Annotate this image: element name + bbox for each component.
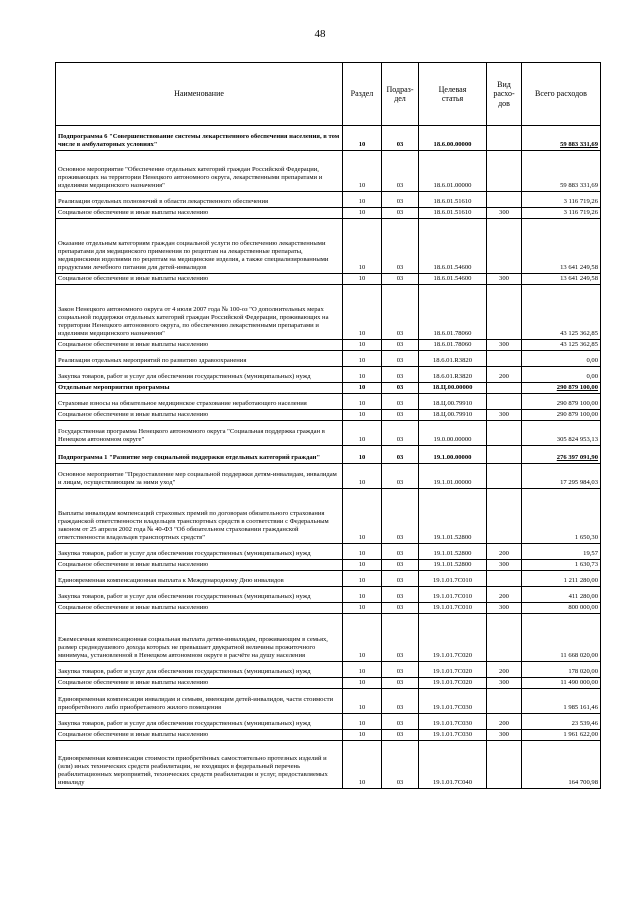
row-name-cell: Социальное обеспечение и иные выплаты населению — [56, 340, 343, 351]
row-subsection-cell: 03 — [382, 544, 419, 560]
table-row — [56, 741, 601, 789]
row-subsection-cell: 03 — [382, 126, 419, 151]
row-subsection-cell: 03 — [382, 351, 419, 367]
row-target-article-cell: 19.1.01.7С010 — [419, 603, 487, 614]
row-expense-type-cell — [487, 446, 522, 464]
row-target-article-cell: 18.6.01.78060 — [419, 285, 487, 340]
table-row — [56, 446, 601, 464]
row-section-cell: 10 — [343, 151, 382, 192]
row-name-cell: Ежемесячная компенсационная социальная выплата детям-инвалидам, проживающим в семьях, размер среднедушевого дохода которых не превышает двукратной величины прожиточного минимума, установленной в Ненецком автономном округе в расчёте на душу населения — [56, 614, 343, 662]
row-expense-type-cell: 200 — [487, 714, 522, 730]
row-name-cell: Закупка товаров, работ и услуг для обеспечения государственных (муниципальных) нужд — [56, 662, 343, 678]
row-amount-cell: 19,57 — [522, 544, 601, 560]
row-amount-cell: 11 490 000,00 — [522, 678, 601, 689]
row-expense-type-cell: 300 — [487, 730, 522, 741]
table-row — [56, 285, 601, 340]
row-subsection-cell: 03 — [382, 689, 419, 714]
table-row — [56, 678, 601, 689]
row-amount-cell: 1 211 280,00 — [522, 571, 601, 587]
row-expense-type-cell — [487, 614, 522, 662]
row-name-cell: Социальное обеспечение и иные выплаты населению — [56, 410, 343, 421]
header-name: Наименование — [56, 63, 343, 126]
row-expense-type-cell — [487, 689, 522, 714]
row-section-cell: 10 — [343, 741, 382, 789]
row-expense-type-cell: 200 — [487, 367, 522, 383]
row-expense-type-cell — [487, 285, 522, 340]
row-target-article-cell: 18.6.01.00000 — [419, 151, 487, 192]
header-expense-type: Вид расхо- дов — [487, 63, 522, 126]
row-section-cell: 10 — [343, 714, 382, 730]
row-expense-type-cell — [487, 126, 522, 151]
row-section-cell: 10 — [343, 340, 382, 351]
row-name-cell: Отдельные мероприятия программы — [56, 383, 343, 394]
row-section-cell: 10 — [343, 678, 382, 689]
row-subsection-cell: 03 — [382, 367, 419, 383]
row-subsection-cell: 03 — [382, 730, 419, 741]
table-row — [56, 421, 601, 446]
row-subsection-cell: 03 — [382, 285, 419, 340]
row-amount-cell: 164 700,98 — [522, 741, 601, 789]
row-subsection-cell: 03 — [382, 714, 419, 730]
row-expense-type-cell: 200 — [487, 662, 522, 678]
row-amount-cell: 411 280,00 — [522, 587, 601, 603]
row-section-cell: 10 — [343, 560, 382, 571]
row-name-cell: Социальное обеспечение и иные выплаты населению — [56, 678, 343, 689]
row-expense-type-cell — [487, 571, 522, 587]
header-target-article: Целевая статья — [419, 63, 487, 126]
row-subsection-cell: 03 — [382, 151, 419, 192]
table-row — [56, 587, 601, 603]
row-section-cell: 10 — [343, 367, 382, 383]
row-amount-cell: 17 295 984,03 — [522, 464, 601, 489]
row-target-article-cell: 18.6.01.78060 — [419, 340, 487, 351]
table-row — [56, 689, 601, 714]
row-target-article-cell: 18.6.01.51610 — [419, 192, 487, 208]
row-name-cell: Реализация отдельных мероприятий по развитию здравоохранения — [56, 351, 343, 367]
row-section-cell: 10 — [343, 208, 382, 219]
row-name-cell: Подпрограмма 1 "Развитие мер социальной поддержки отдельных категорий граждан" — [56, 446, 343, 464]
row-subsection-cell: 03 — [382, 603, 419, 614]
row-target-article-cell: 18.Ц.00.79910 — [419, 394, 487, 410]
table-row — [56, 208, 601, 219]
row-subsection-cell: 03 — [382, 274, 419, 285]
row-name-cell: Социальное обеспечение и иные выплаты населению — [56, 274, 343, 285]
row-amount-cell: 3 116 719,26 — [522, 208, 601, 219]
row-target-article-cell: 19.1.01.7С010 — [419, 571, 487, 587]
row-expense-type-cell — [487, 489, 522, 544]
row-name-cell: Выплаты инвалидам компенсаций страховых премий по договорам обязательного страхования гражданской ответственности владельцев транспортных средств в соответствии с Федеральным законом от 25 апреля 2002 года № 40-ФЗ "Об обязательном страховании гражданской ответственности владельцев транспортных средств" — [56, 489, 343, 544]
row-name-cell: Подпрограмма 6 "Совершенствование системы лекарственного обеспечения населения, в том числе в амбулаторных условиях" — [56, 126, 343, 151]
row-subsection-cell: 03 — [382, 560, 419, 571]
row-amount-cell: 1 961 622,00 — [522, 730, 601, 741]
row-section-cell: 10 — [343, 421, 382, 446]
row-amount-cell: 0,00 — [522, 367, 601, 383]
table-row — [56, 489, 601, 544]
row-target-article-cell: 18.Ц.00.79910 — [419, 410, 487, 421]
row-target-article-cell: 18.6.00.00000 — [419, 126, 487, 151]
row-section-cell: 10 — [343, 603, 382, 614]
row-section-cell: 10 — [343, 126, 382, 151]
row-subsection-cell: 03 — [382, 219, 419, 274]
row-section-cell: 10 — [343, 730, 382, 741]
row-section-cell: 10 — [343, 587, 382, 603]
table-row — [56, 340, 601, 351]
page-number: 48 — [314, 28, 326, 40]
row-name-cell: Основное мероприятие "Предоставление мер социальной поддержки детям-инвалидам, инвалидам и лицам, осуществляющим за ними уход" — [56, 464, 343, 489]
row-expense-type-cell: 300 — [487, 603, 522, 614]
row-name-cell: Оказание отдельным категориям граждан социальной услуги по обеспечению лекарственными препаратами для медицинского применения по рецептам на лекарственные препараты, медицинскими изделиями по рецептам на медицинские изделия, а также специализированными продуктами лечебного питания для детей-инвалидов — [56, 219, 343, 274]
row-target-article-cell: 18.Ц.00.00000 — [419, 383, 487, 394]
row-subsection-cell: 03 — [382, 421, 419, 446]
row-amount-cell: 11 668 020,00 — [522, 614, 601, 662]
row-target-article-cell: 19.1.01.7С020 — [419, 678, 487, 689]
row-amount-cell: 800 000,00 — [522, 603, 601, 614]
row-target-article-cell: 18.6.01.54600 — [419, 274, 487, 285]
table-row — [56, 730, 601, 741]
row-expense-type-cell: 300 — [487, 208, 522, 219]
row-expense-type-cell — [487, 219, 522, 274]
row-section-cell: 10 — [343, 689, 382, 714]
row-amount-cell: 23 539,46 — [522, 714, 601, 730]
row-section-cell: 10 — [343, 662, 382, 678]
table-body — [56, 126, 601, 789]
table-row — [56, 603, 601, 614]
row-target-article-cell: 19.0.00.00000 — [419, 421, 487, 446]
row-section-cell: 10 — [343, 571, 382, 587]
row-expense-type-cell: 200 — [487, 587, 522, 603]
row-subsection-cell: 03 — [382, 192, 419, 208]
table-row — [56, 151, 601, 192]
row-name-cell: Единовременная компенсация стоимости приобретённых самостоятельно протезных изделий и (или) иных технических средств реабилитации, не входящих в федеральный перечень реабилитационных мероприятий, технических средств реабилитации и услуг, предоставляемых инвалиду — [56, 741, 343, 789]
row-section-cell: 10 — [343, 394, 382, 410]
row-target-article-cell: 19.1.01.00000 — [419, 464, 487, 489]
row-section-cell: 10 — [343, 274, 382, 285]
row-name-cell: Закупка товаров, работ и услуг для обеспечения государственных (муниципальных) нужд — [56, 367, 343, 383]
row-subsection-cell: 03 — [382, 446, 419, 464]
row-target-article-cell: 19.1.01.7С010 — [419, 587, 487, 603]
table-row — [56, 464, 601, 489]
row-expense-type-cell: 200 — [487, 544, 522, 560]
table-row — [56, 383, 601, 394]
row-subsection-cell: 03 — [382, 662, 419, 678]
row-amount-cell: 1 630,73 — [522, 560, 601, 571]
row-name-cell: Социальное обеспечение и иные выплаты населению — [56, 208, 343, 219]
row-name-cell: Закупка товаров, работ и услуг для обеспечения государственных (муниципальных) нужд — [56, 544, 343, 560]
row-amount-cell: 59 883 331,69 — [522, 151, 601, 192]
row-target-article-cell: 19.1.01.52800 — [419, 489, 487, 544]
row-target-article-cell: 18.6.01.R3820 — [419, 367, 487, 383]
row-section-cell: 10 — [343, 410, 382, 421]
row-name-cell: Единовременная компенсационная выплата к Международному Дню инвалидов — [56, 571, 343, 587]
header-total-expenses: Всего расходов — [522, 63, 601, 126]
row-name-cell: Государственная программа Ненецкого автономного округа "Социальная поддержка граждан в Ненецком автономном округе" — [56, 421, 343, 446]
row-section-cell: 10 — [343, 285, 382, 340]
table-row — [56, 614, 601, 662]
row-expense-type-cell — [487, 394, 522, 410]
row-target-article-cell: 19.1.01.7С020 — [419, 662, 487, 678]
row-expense-type-cell: 300 — [487, 678, 522, 689]
table-row — [56, 192, 601, 208]
row-amount-cell: 276 397 091,90 — [522, 446, 601, 464]
row-amount-cell: 1 650,30 — [522, 489, 601, 544]
row-expense-type-cell — [487, 421, 522, 446]
row-amount-cell: 43 125 362,85 — [522, 285, 601, 340]
table-row — [56, 351, 601, 367]
row-subsection-cell: 03 — [382, 464, 419, 489]
row-name-cell: Социальное обеспечение и иные выплаты населению — [56, 603, 343, 614]
row-expense-type-cell: 300 — [487, 274, 522, 285]
row-section-cell: 10 — [343, 383, 382, 394]
row-subsection-cell: 03 — [382, 208, 419, 219]
table-row — [56, 571, 601, 587]
table-row — [56, 410, 601, 421]
table-row — [56, 662, 601, 678]
row-subsection-cell: 03 — [382, 340, 419, 351]
table-row — [56, 714, 601, 730]
row-section-cell: 10 — [343, 464, 382, 489]
row-target-article-cell: 19.1.01.7С040 — [419, 741, 487, 789]
row-target-article-cell: 19.1.01.7С020 — [419, 614, 487, 662]
row-subsection-cell: 03 — [382, 410, 419, 421]
table-row — [56, 544, 601, 560]
row-target-article-cell: 19.1.01.7С030 — [419, 689, 487, 714]
row-amount-cell: 290 879 100,00 — [522, 410, 601, 421]
header-section: Раздел — [343, 63, 382, 126]
row-subsection-cell: 03 — [382, 394, 419, 410]
row-amount-cell: 305 824 953,13 — [522, 421, 601, 446]
row-amount-cell: 178 020,00 — [522, 662, 601, 678]
row-name-cell: Социальное обеспечение и иные выплаты населению — [56, 730, 343, 741]
row-target-article-cell: 18.6.01.R3820 — [419, 351, 487, 367]
table-row — [56, 126, 601, 151]
row-name-cell: Закупка товаров, работ и услуг для обеспечения государственных (муниципальных) нужд — [56, 714, 343, 730]
row-subsection-cell: 03 — [382, 571, 419, 587]
table-row — [56, 560, 601, 571]
row-section-cell: 10 — [343, 219, 382, 274]
row-amount-cell: 290 879 100,00 — [522, 394, 601, 410]
row-section-cell: 10 — [343, 544, 382, 560]
row-target-article-cell: 19.1.01.7С030 — [419, 730, 487, 741]
row-amount-cell: 59 883 331,69 — [522, 126, 601, 151]
row-section-cell: 10 — [343, 192, 382, 208]
table-row — [56, 367, 601, 383]
row-subsection-cell: 03 — [382, 383, 419, 394]
row-section-cell: 10 — [343, 351, 382, 367]
table-row — [56, 219, 601, 274]
row-name-cell: Закупка товаров, работ и услуг для обеспечения государственных (муниципальных) нужд — [56, 587, 343, 603]
expenditure-table — [55, 62, 601, 789]
row-expense-type-cell — [487, 151, 522, 192]
row-subsection-cell: 03 — [382, 614, 419, 662]
row-expense-type-cell — [487, 383, 522, 394]
header-subsection: Подраз- дел — [382, 63, 419, 126]
row-section-cell: 10 — [343, 614, 382, 662]
row-target-article-cell: 18.6.01.54600 — [419, 219, 487, 274]
row-amount-cell: 3 116 719,26 — [522, 192, 601, 208]
row-subsection-cell: 03 — [382, 587, 419, 603]
row-subsection-cell: 03 — [382, 678, 419, 689]
row-target-article-cell: 19.1.01.52800 — [419, 560, 487, 571]
row-expense-type-cell: 300 — [487, 410, 522, 421]
row-name-cell: Страховые взносы на обязательное медицинское страхование неработающего населения — [56, 394, 343, 410]
row-target-article-cell: 19.1.01.7С030 — [419, 714, 487, 730]
row-section-cell: 10 — [343, 446, 382, 464]
row-expense-type-cell: 300 — [487, 340, 522, 351]
row-expense-type-cell — [487, 351, 522, 367]
row-amount-cell: 13 641 249,58 — [522, 219, 601, 274]
row-amount-cell: 1 985 161,46 — [522, 689, 601, 714]
row-name-cell: Закон Ненецкого автономного округа от 4 июля 2007 года № 100-оз "О дополнительных мерах социальной поддержки отдельных категорий граждан Российской Федерации, проживающих на территории Ненецкого автономного округа, по обеспечению лекарственными препаратами и изделиями медицинского назначения" — [56, 285, 343, 340]
row-amount-cell: 43 125 362,85 — [522, 340, 601, 351]
row-subsection-cell: 03 — [382, 489, 419, 544]
row-amount-cell: 0,00 — [522, 351, 601, 367]
row-target-article-cell: 18.6.01.51610 — [419, 208, 487, 219]
row-target-article-cell: 19.1.01.52800 — [419, 544, 487, 560]
row-amount-cell: 290 879 100,00 — [522, 383, 601, 394]
row-subsection-cell: 03 — [382, 741, 419, 789]
row-expense-type-cell — [487, 741, 522, 789]
row-name-cell: Реализация отдельных полномочий в области лекарственного обеспечения — [56, 192, 343, 208]
row-target-article-cell: 19.1.00.00000 — [419, 446, 487, 464]
row-name-cell: Социальное обеспечение и иные выплаты населению — [56, 560, 343, 571]
row-name-cell: Основное мероприятие "Обеспечение отдельных категорий граждан Российской Федерации, проживающих на территории Ненецкого автономного округа, лекарственными препаратами и изделиями медицинского назначения" — [56, 151, 343, 192]
table-row — [56, 274, 601, 285]
row-expense-type-cell — [487, 192, 522, 208]
table-header-row — [56, 63, 601, 126]
table-row — [56, 394, 601, 410]
row-name-cell: Единовременная компенсация инвалидам и семьям, имеющим детей-инвалидов, части стоимости приобретённого либо приобретаемого жилого помещения — [56, 689, 343, 714]
row-amount-cell: 13 641 249,58 — [522, 274, 601, 285]
row-section-cell: 10 — [343, 489, 382, 544]
row-expense-type-cell — [487, 464, 522, 489]
row-expense-type-cell: 300 — [487, 560, 522, 571]
